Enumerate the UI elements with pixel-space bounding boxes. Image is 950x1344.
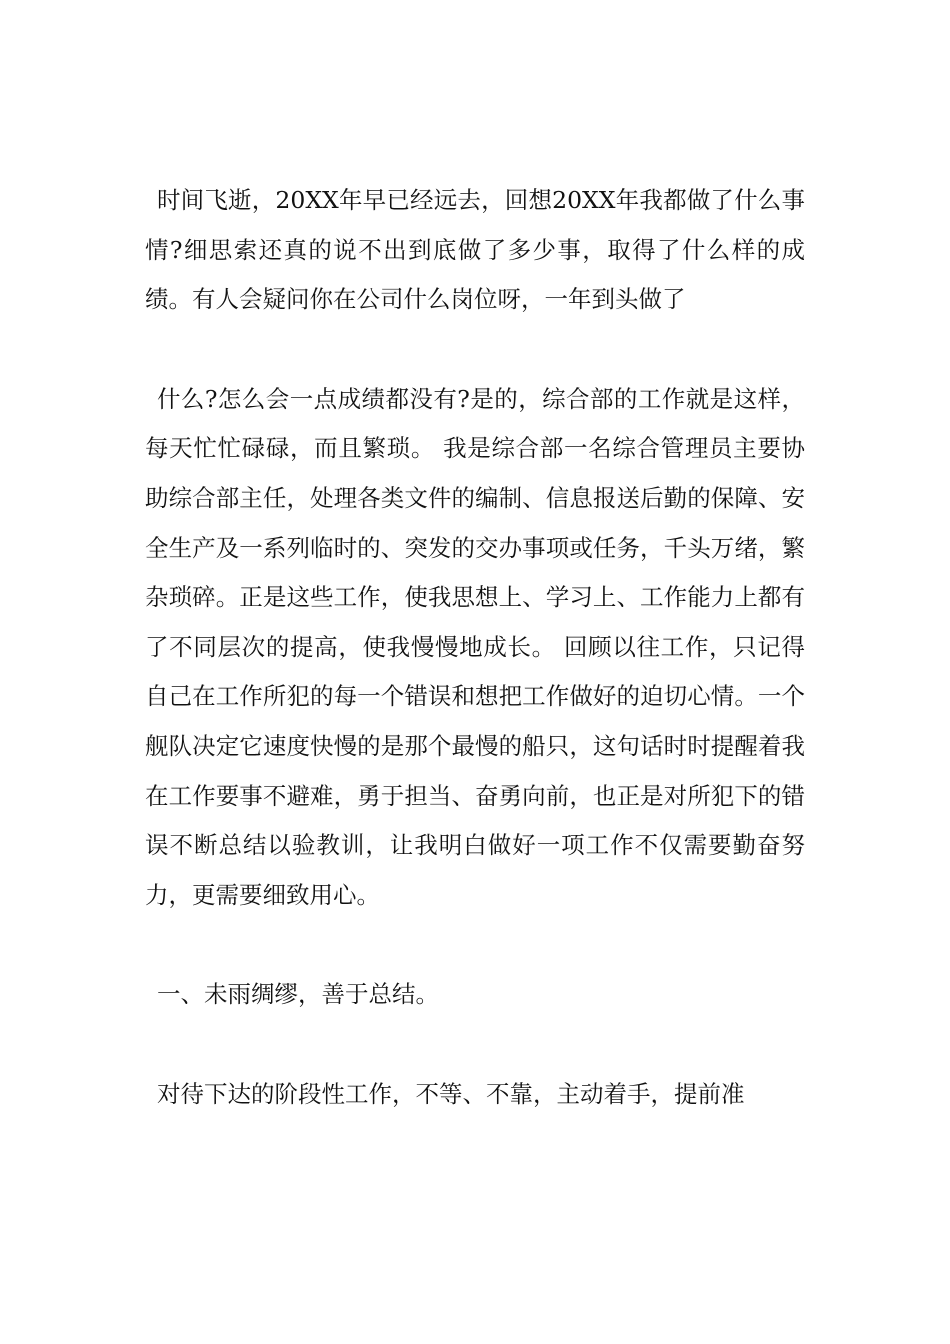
paragraph-gap [145,325,805,375]
section-heading: 一、未雨绸缪，善于总结。 [157,980,439,1009]
paragraph-work-summary: 什么?怎么会一点成绩都没有?是的，综合部的工作就是这样，每天忙忙碌碌，而且繁琐。 我是综合部一名综合管理员主要协助综合部主任，处理各类文件的编制、信息报送后勤的保障、安全生产及一系列临时的、突发的交办事项或任务，千头万绪，繁杂琐碎。正是这些工作，使我思想上、学习上、工作能力上都有了不同层次的提高，使我慢慢地成长。 回顾以往工作，只记得自己在工作所犯的每一个错误和想把工作做好的迫切心情。一个舰队决定它速度快慢的是那个最慢的船只，这句话时时提醒着我在工作要事不避难，勇于担当、奋勇向前，也正是对所犯下的错误不断总结以验教训，让我明白做好一项工作不仅需要勤奋努力，更需要细致用心。 [145,384,805,909]
document-body [145,176,805,1120]
paragraph-section-one: 对待下达的阶段性工作，不等、不靠，主动着手，提前准 [157,1079,745,1108]
paragraph-gap [145,920,805,970]
paragraph-intro: 时间飞逝，20XX年早已经远去，回想20XX年我都做了什么事情?细思索还真的说不出到底做了多少事，取得了什么样的成绩。有人会疑问你在公司什么岗位呀，一年到头做了 [145,186,805,314]
paragraph-gap [145,1020,805,1070]
